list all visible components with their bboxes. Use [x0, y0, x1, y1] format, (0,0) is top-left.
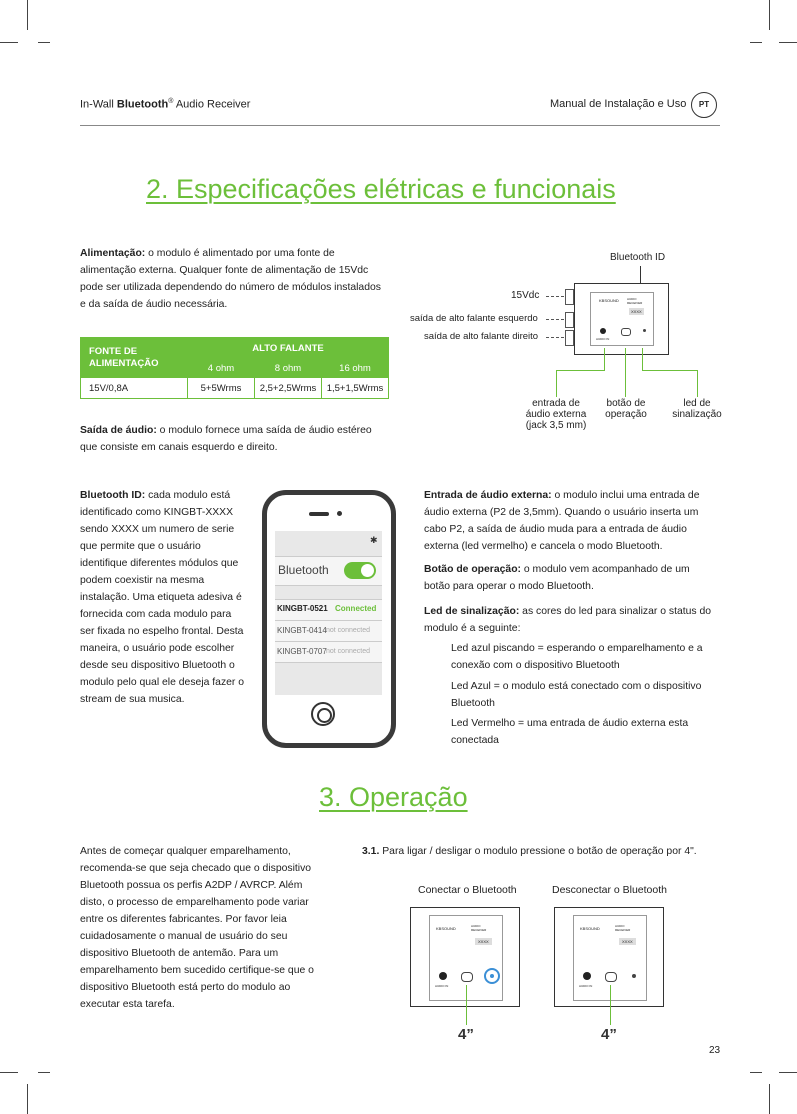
led-item: Led Vermelho = uma entrada de áudio externa esta conectada	[451, 718, 689, 746]
callout-line	[556, 370, 557, 397]
diagram-left-out: saída de alto falante esquerdo	[410, 313, 538, 324]
bt-id-text: cada modulo está identificado como KINGBT-XXXX sendo XXXX um numero de serie que permite que o usuário identifique diferentes módulos que podem coexistir na mesma instalação. Uma etiqueta adesiva é fornecida com cada modulo para ser fixada no espelho frontal. Desta maneira, o usuário pode escolher desde seu dispositivo Bluetooth o modulo pelo qual ele deseja fazer o stream de sua musica.	[80, 490, 245, 705]
table-col1-header: FONTE DE ALIMENTAÇÃO	[81, 338, 188, 378]
device-name: KINGBT-0521	[277, 604, 328, 613]
header-suffix: Audio Receiver	[173, 98, 251, 111]
callout-line	[697, 370, 698, 397]
callout-line	[556, 370, 605, 371]
leader-line	[546, 296, 564, 297]
terminal-block	[565, 312, 574, 328]
crop-mark	[769, 1084, 770, 1114]
diagram-op-btn-line: botão de	[606, 398, 646, 409]
disconnect-label: Desconectar o Bluetooth	[552, 884, 667, 896]
callout-line	[642, 370, 697, 371]
device-status: not connected	[326, 648, 370, 655]
device-name: KINGBT-0707	[277, 647, 327, 656]
operation-button-icon[interactable]	[605, 972, 617, 982]
table-cell: 2,5+2,5Wrms	[255, 378, 322, 399]
diagram-op-btn-line: operação	[605, 409, 647, 420]
device-id-label: XXXX	[631, 309, 642, 314]
step-text: Para ligar / desligar o modulo pressione o botão de operação por 4".	[379, 846, 697, 857]
bt-id-paragraph	[80, 487, 248, 708]
device-audio-in: AUDIO IN	[579, 984, 593, 988]
op-btn-label: Botão de operação:	[424, 564, 521, 575]
bluetooth-status-icon: ✱	[370, 535, 378, 545]
diagram-right-out: saída de alto falante direito	[424, 331, 539, 342]
device-name: KINGBT-0414	[277, 626, 327, 635]
audio-jack-icon	[439, 972, 447, 980]
crop-mark	[769, 0, 770, 30]
crop-mark	[27, 0, 28, 30]
ext-in-text: o modulo inclui uma entrada de áudio externa (P2 de 3,5mm). Quando o usuário inserta um cabo P2, a saída de áudio muda para a entrada de áudio externa (led vermelho) e cancela o modo Bluetooth.	[424, 490, 700, 552]
audio-jack-icon	[600, 328, 606, 334]
led-blink-dot	[490, 974, 494, 978]
device-brand: KBSOUND	[580, 926, 600, 931]
power-text: o modulo é alimentado por uma fonte de alimentação externa. Qualquer fonte de alimentação de 15Vdc pode ser utilizada dependendo do número de módulos instalados e da saída de áudio necessária.	[80, 248, 381, 310]
disconnect-device	[554, 907, 664, 1007]
ext-in-paragraph	[424, 487, 718, 555]
table-sub-header: 8 ohm	[255, 359, 322, 378]
table-cell: 5+5Wrms	[188, 378, 255, 399]
diagram-ext-in-line: (jack 3,5 mm)	[525, 420, 587, 431]
callout-line	[604, 348, 605, 370]
led-text: as cores do led para sinalizar o status do modulo é a seguinte:	[424, 606, 712, 634]
connect-device	[410, 907, 520, 1007]
header-left	[80, 98, 250, 111]
leader-line	[546, 319, 564, 320]
op-btn-paragraph	[424, 561, 718, 595]
phone-home-button	[311, 702, 335, 726]
audio-jack-icon	[583, 972, 591, 980]
led-icon	[632, 974, 636, 978]
led-item: Led azul piscando = esperando o emparelhamento e a conexão com o dispositivo Bluetooth	[451, 643, 703, 671]
device-brand: KBSOUND	[599, 298, 619, 303]
diagram-vdc: 15Vdc	[511, 290, 540, 301]
led-label: Led de sinalização:	[424, 606, 520, 617]
connect-time: 4”	[458, 1026, 474, 1043]
device-audio-in: AUDIO IN	[435, 984, 449, 988]
diagram-led-line: led de	[683, 398, 711, 409]
header-brand: Bluetooth	[116, 98, 169, 111]
diagram-led-line: sinalização	[672, 409, 722, 420]
power-table	[80, 337, 389, 399]
diagram-led	[668, 398, 726, 420]
device-status: not connected	[326, 627, 370, 634]
crop-mark	[0, 42, 18, 43]
crop-mark	[779, 42, 797, 43]
device-id-label: XXXX	[475, 938, 492, 945]
crop-mark	[38, 42, 50, 43]
device-model: AUDIO RECEIVER	[471, 924, 487, 932]
leader-line	[546, 337, 564, 338]
device-module	[574, 283, 669, 355]
audio-out-text: o modulo fornece uma saída de áudio estéreo que consiste em canais esquerdo e direito.	[80, 425, 372, 453]
header-reg: ®	[168, 98, 174, 105]
lang-badge: PT	[691, 92, 717, 118]
terminal-block	[565, 330, 574, 346]
disconnect-time: 4”	[601, 1026, 617, 1043]
section3-title: 3. Operação	[319, 782, 468, 812]
device-status-connected: Connected	[335, 604, 377, 613]
phone-speaker	[309, 512, 329, 516]
power-label: Alimentação:	[80, 248, 146, 259]
header-right: Manual de Instalação e Uso	[550, 98, 687, 110]
crop-mark	[0, 1072, 18, 1073]
terminal-block	[565, 289, 574, 305]
connect-label: Conectar o Bluetooth	[418, 884, 517, 896]
operation-button-icon[interactable]	[461, 972, 473, 982]
step-paragraph	[362, 843, 722, 860]
table-group-header: ALTO FALANTE	[188, 338, 389, 359]
crop-mark	[750, 42, 762, 43]
press-indicator-line	[610, 985, 611, 1025]
bluetooth-toggle[interactable]	[344, 562, 376, 579]
device-model: AUDIO RECEIVER	[627, 297, 643, 305]
operation-button-icon[interactable]	[621, 328, 631, 336]
diagram-ext-in-line: entrada de	[532, 398, 580, 409]
audio-out-paragraph	[80, 422, 390, 456]
led-item: Led Azul = o modulo está conectado com o dispositivo Bluetooth	[451, 681, 702, 709]
page-number: 23	[709, 1045, 721, 1056]
crop-mark	[750, 1072, 762, 1073]
callout-line	[642, 348, 643, 370]
bt-id-label: Bluetooth ID:	[80, 490, 146, 501]
section2-title: 2. Especificações elétricas e funcionais	[146, 174, 616, 204]
crop-mark	[27, 1084, 28, 1114]
diagram-bluetooth-id: Bluetooth ID	[610, 252, 666, 263]
phone-screen	[275, 531, 382, 695]
diagram-ext-in-line: áudio externa	[525, 409, 587, 420]
crop-mark	[779, 1072, 797, 1073]
power-paragraph	[80, 245, 385, 313]
table-cell: 1,5+1,5Wrms	[322, 378, 389, 399]
device-model: AUDIO RECEIVER	[615, 924, 631, 932]
phone-camera	[337, 511, 342, 516]
crop-mark	[38, 1072, 50, 1073]
diagram-ext-in	[521, 398, 591, 431]
device-id-label: XXXX	[619, 938, 636, 945]
device-brand: KBSOUND	[436, 926, 456, 931]
header-prefix: In-Wall	[80, 98, 117, 111]
diagram-op-btn	[600, 398, 652, 420]
operation-intro: Antes de começar qualquer emparelhamento, recomenda-se que seja checado que o dispositivo Bluetooth possua os perfis A2DP / AVRCP. Além disto, o processo de emparelhamento pode variar entre os diferentes fabricantes. Por favor leia cuidadosamente o manual de usuário do seu dispositivo Bluetooth de antemão. Para um emparelhamento bem sucedido certifique-se que o dispositivo Bluetooth está perto do modulo ao executar esta tarefa.	[80, 846, 314, 1010]
press-indicator-line	[466, 985, 467, 1025]
op-btn-text: o modulo vem acompanhado de um botão para operar o modo Bluetooth.	[424, 564, 690, 592]
header-divider	[80, 125, 720, 126]
step-number: 3.1.	[362, 846, 380, 857]
audio-out-label: Saída de áudio:	[80, 425, 157, 436]
table-sub-header: 16 ohm	[322, 359, 389, 378]
device-audio-in: AUDIO IN	[596, 337, 610, 341]
led-paragraph	[424, 603, 718, 637]
ext-in-label: Entrada de áudio externa:	[424, 490, 552, 501]
table-sub-header: 4 ohm	[188, 359, 255, 378]
bluetooth-label: Bluetooth	[278, 563, 329, 577]
led-icon	[643, 329, 646, 332]
table-row-label: 15V/0,8A	[81, 378, 188, 399]
callout-line	[625, 348, 626, 397]
